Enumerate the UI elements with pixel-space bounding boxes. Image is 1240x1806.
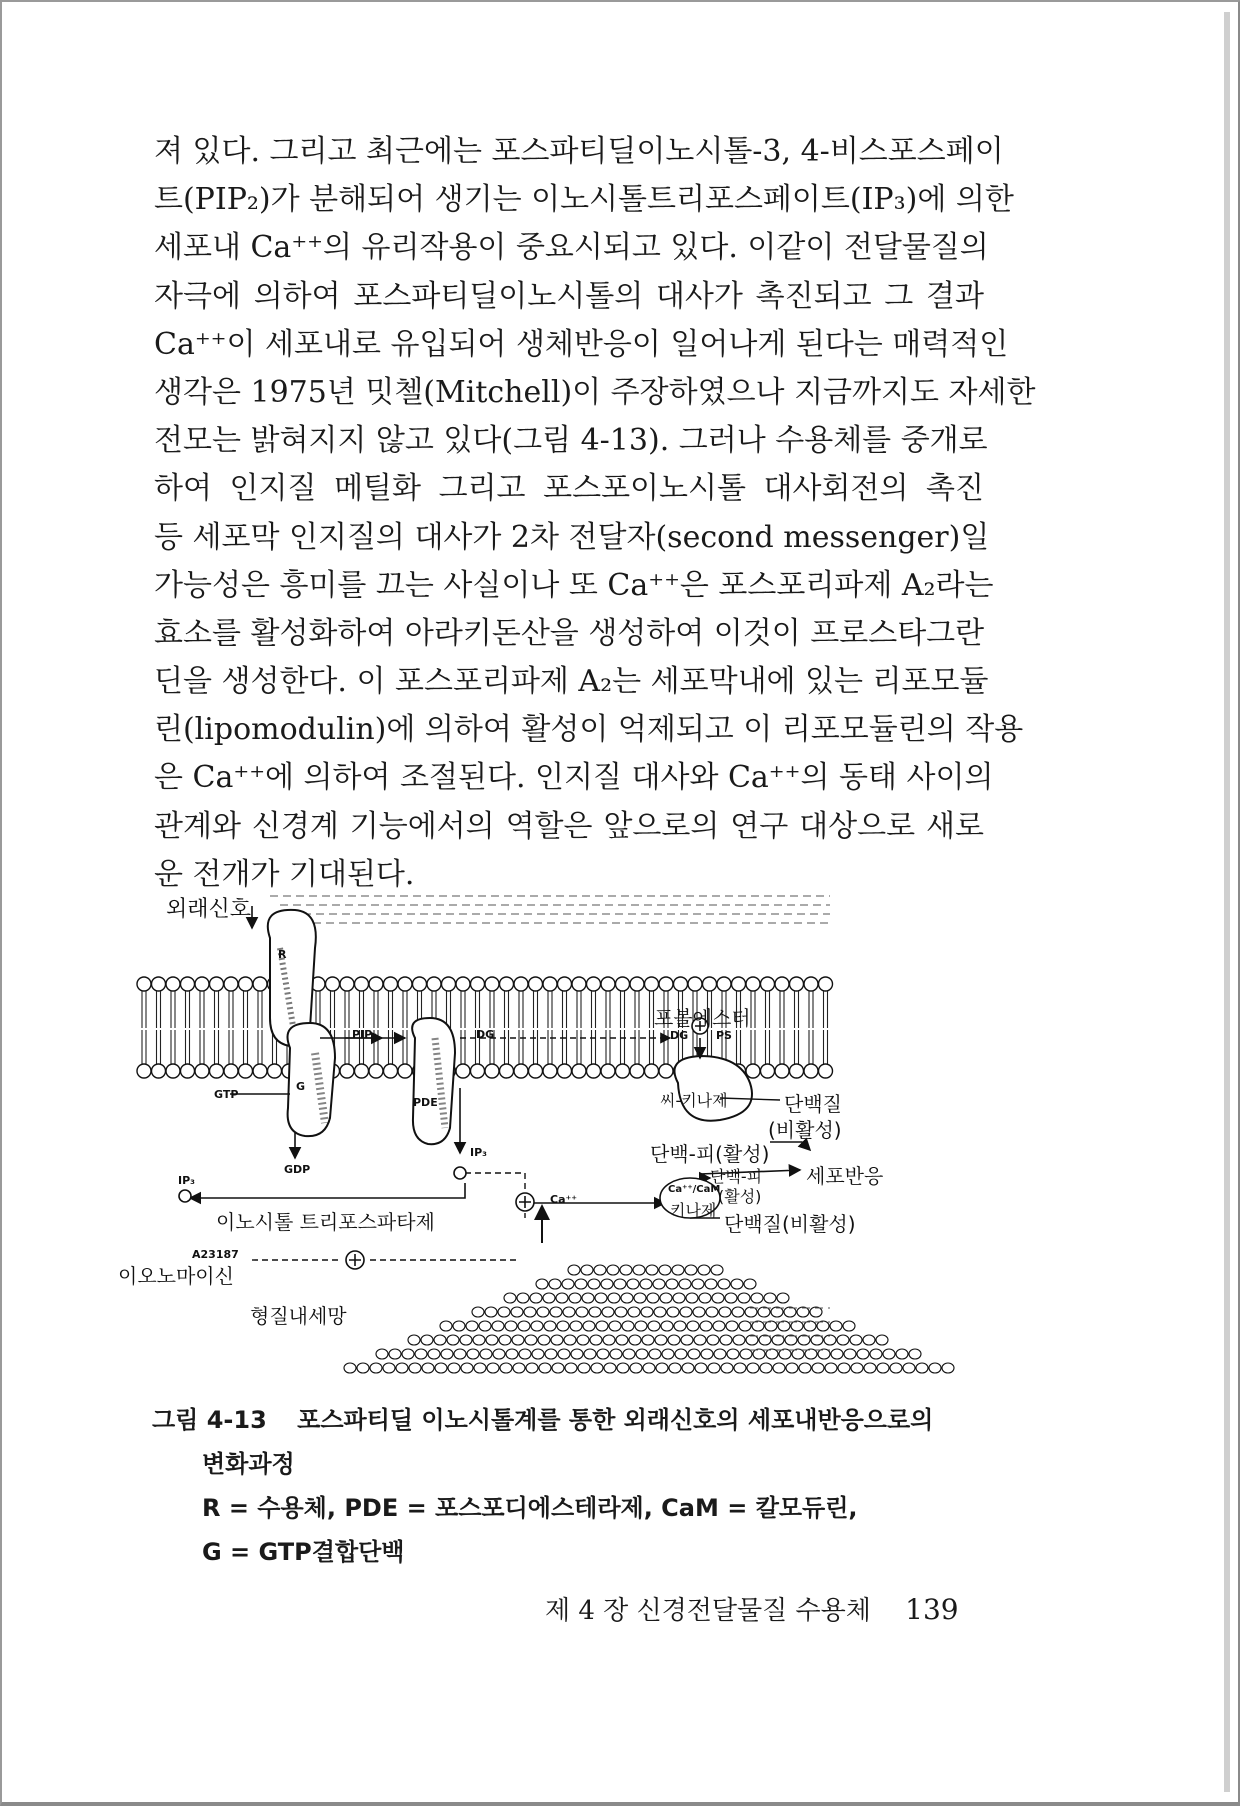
text-line: 효소를 활성화하여 아라키돈산을 생성하여 이것이 프로스타그란	[154, 615, 985, 651]
gdp-label: GDP	[284, 1163, 311, 1176]
protein-p-label: 단백-피	[710, 1167, 763, 1186]
chapter-title: 제 4 장 신경전달물질 수용체	[545, 1596, 871, 1626]
dg2-label: DG	[670, 1029, 689, 1042]
body-paragraph	[154, 128, 1036, 899]
active-paren-label: (활성)	[718, 1187, 762, 1206]
ps-label: PS	[716, 1029, 732, 1042]
gtp-label: GTP	[214, 1088, 239, 1101]
text-line: 딘을 생성한다. 이 포스포리파제 A₂는 세포막내에 있는 리포모듈	[154, 664, 989, 700]
ip3-top-label: IP₃	[470, 1146, 487, 1159]
text-line: 은 Ca⁺⁺에 의하여 조절된다. 인지질 대사와 Ca⁺⁺의 동태 사이의	[154, 760, 994, 796]
receptor-label: R	[278, 948, 287, 961]
text-line: 져 있다. 그리고 최근에는 포스파티딜이노시톨-3, 4-비스포스페이	[154, 134, 1004, 169]
text-line: 자극에 의하여 포스파티딜이노시톨의 대사가 촉진되고 그 결과	[154, 278, 984, 314]
protein-inactive-2-label: 단백질(비활성)	[724, 1212, 856, 1236]
text-line: 관계와 신경계 기능에서의 역할은 앞으로의 연구 대상으로 새로	[154, 808, 984, 844]
pde-enzyme	[412, 1018, 455, 1144]
er-label: 형질내세망	[250, 1304, 347, 1328]
external-signal-label: 외래신호	[166, 897, 252, 922]
phorbol-ester-label: 포볼에스터	[654, 1006, 751, 1030]
g-protein-label: G	[296, 1080, 306, 1093]
pde-label: PDE	[413, 1096, 438, 1109]
text-line: 트(PIP₂)가 분해되어 생기는 이노시톨트리포스페이트(IP₃)에 의한	[154, 182, 1014, 218]
lipid-bilayer	[137, 896, 833, 1078]
dg-label: DG	[476, 1028, 495, 1041]
text-line: 세포내 Ca⁺⁺의 유리작용이 중요시되고 있다. 이같이 전달물질의	[154, 230, 989, 266]
protein-p-active-label: 단백-피(활성)	[650, 1142, 770, 1166]
pip2-label: PIP₂	[352, 1028, 378, 1041]
membrane-diagram	[118, 888, 1000, 1382]
figure-caption	[152, 1398, 1012, 1574]
ca-cam-label: Ca⁺⁺/CaM	[668, 1184, 721, 1195]
text-line: 하여 인지질 메틸화 그리고 포스포이노시톨 대사회전의 촉진	[154, 471, 984, 507]
cell-response-label: 세포반응	[806, 1164, 884, 1188]
ionomycin-label: 이오노마이신	[118, 1264, 234, 1288]
inositol-triphosphatase-label: 이노시톨 트리포스파타제	[216, 1210, 435, 1234]
text-line: 등 세포막 인지질의 대사가 2차 전달자(second messenger)일	[154, 519, 990, 555]
caption-legend-line: R = 수용체, PDE = 포스포디에스테라제, CaM = 칼모듀린,	[202, 1494, 858, 1522]
text-line: 운 전개가 기대된다.	[154, 856, 415, 892]
c-kinase-label: 씨-키나제	[660, 1091, 728, 1110]
caption-title-continued: 변화과정	[202, 1450, 295, 1478]
text-line: Ca⁺⁺이 세포내로 유입되어 생체반응이 일어나게 된다는 매력적인	[154, 326, 1009, 362]
text-line: 가능성은 흥미를 끄는 사실이나 또 Ca⁺⁺은 포스포리파제 A₂라는	[154, 567, 994, 603]
inactive-paren-label: (비활성)	[768, 1118, 842, 1142]
ca-label: Ca⁺⁺	[550, 1193, 578, 1206]
text-line: 전모는 밝혀지지 않고 있다(그림 4-13). 그러나 수용체를 중개로	[154, 423, 988, 459]
kinase-label: 키나제	[670, 1201, 717, 1220]
page-number: 139	[905, 1593, 959, 1626]
protein-inactive-label: 단백질	[784, 1092, 842, 1116]
text-line: 린(lipomodulin)에 의하여 활성이 억제되고 이 리포모듈린의 작용	[154, 712, 1024, 748]
a23187-label: A23187	[192, 1248, 239, 1261]
page-footer	[545, 1590, 959, 1627]
g-protein	[288, 1023, 336, 1136]
text-line: 생각은 1975년 밋첼(Mitchell)이 주장하였으나 지금까지도 자세한	[154, 374, 1036, 410]
endoplasmic-reticulum	[344, 1265, 954, 1373]
caption-title: 포스파티딜 이노시톨계를 통한 외래신호의 세포내반응으로의	[297, 1406, 934, 1434]
caption-legend-line: G = GTP결합단백	[202, 1538, 405, 1566]
caption-figure-number: 그림 4-13	[152, 1406, 267, 1434]
ip3-left-label: IP₃	[178, 1174, 195, 1187]
